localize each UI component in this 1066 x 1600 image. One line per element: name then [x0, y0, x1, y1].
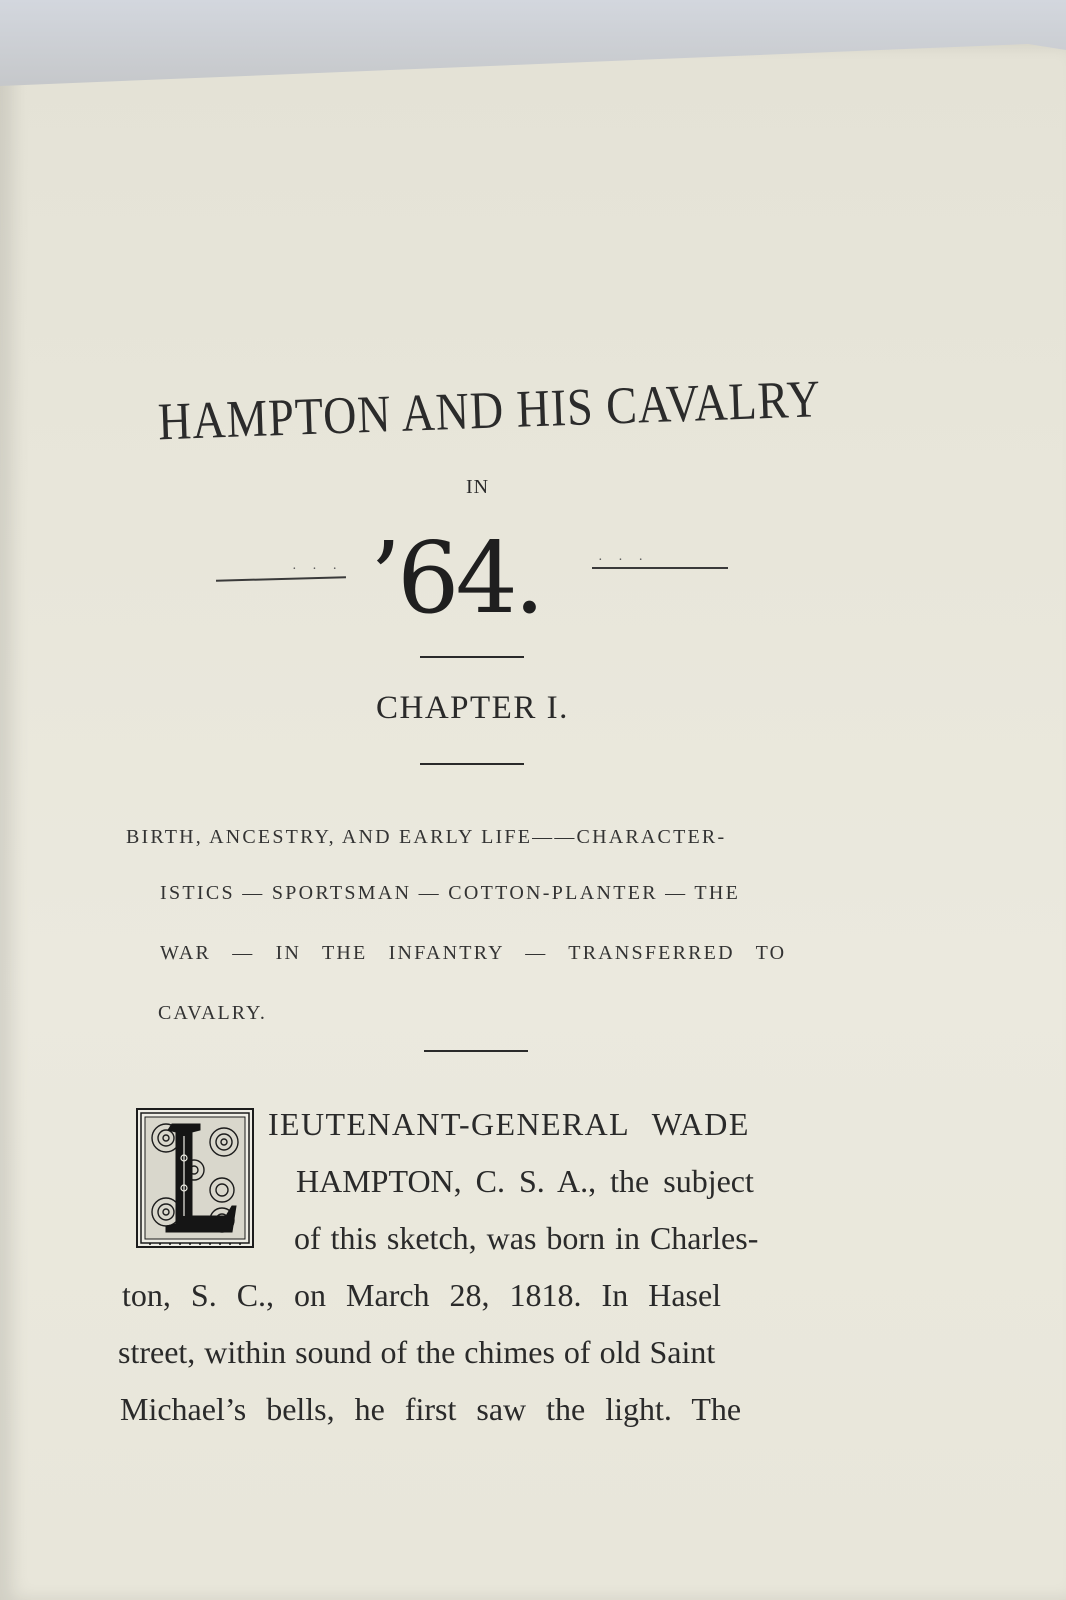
body-line: Michael’s bells, he first saw the light. The — [120, 1391, 742, 1427]
divider-rule — [420, 763, 524, 765]
year-right-dots: · · · — [598, 553, 649, 568]
book-year: ’64. — [370, 522, 542, 636]
chapter-summary-line: ISTICS — SPORTSMAN — COTTON-PLANTER — THE — [160, 882, 741, 904]
drop-cap-initial — [136, 1108, 254, 1248]
divider-rule — [420, 656, 524, 658]
year-left-dots: · · · — [292, 562, 343, 577]
body-line: ton, S. C., on March 28, 1818. In Hasel — [122, 1277, 722, 1313]
body-line: IEUTENANT-GENERAL WADE — [268, 1106, 750, 1142]
body-line: HAMPTON, C. S. A., the subject — [296, 1163, 754, 1199]
chapter-heading: CHAPTER I. — [376, 690, 569, 726]
ornate-initial-icon — [136, 1108, 254, 1248]
divider-rule — [424, 1050, 528, 1052]
title-connector: IN — [466, 476, 490, 498]
chapter-summary-line: CAVALRY. — [158, 1002, 267, 1024]
chapter-summary-line: BIRTH, ANCESTRY, AND EARLY LIFE——CHARACTER- — [126, 826, 727, 848]
body-line: street, within sound of the chimes of old Saint — [118, 1334, 716, 1370]
book-title: HAMPTON AND HIS CAVALRY — [156, 369, 822, 451]
chapter-summary-line: WAR — IN THE INFANTRY — TRANSFERRED TO — [160, 942, 787, 964]
body-line: of this sketch, was born in Charles- — [294, 1220, 759, 1256]
